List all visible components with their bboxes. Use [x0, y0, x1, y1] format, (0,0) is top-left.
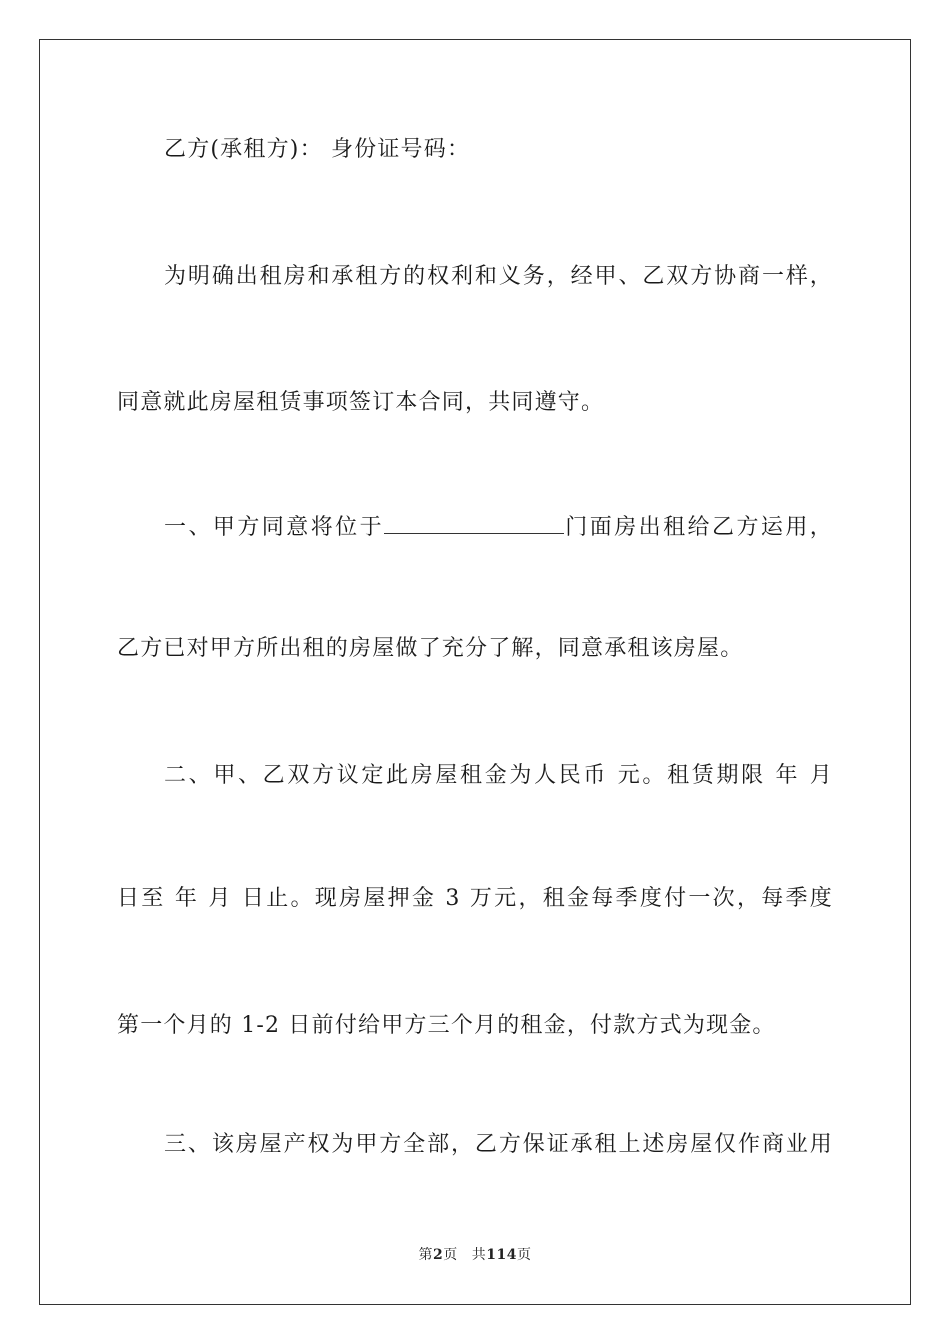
page-border — [39, 39, 911, 1305]
total-page-number: 114 — [486, 1247, 517, 1263]
clause-one-prefix: 一、甲方同意将位于 — [164, 515, 385, 540]
clause-two-line-1: 二、甲、乙双方议定此房屋租金为人民币 元。租赁期限 年 月 — [164, 763, 833, 788]
paragraph-intro-line-2: 同意就此房屋租赁事项签订本合同，共同遵守。 — [117, 390, 605, 415]
clause-two-line-3: 第一个月的 1-2 日前付给甲方三个月的租金，付款方式为现金。 — [117, 1013, 776, 1038]
party-b-line: 乙方(承租方)： 身份证号码： — [164, 137, 471, 162]
clause-two-line-2: 日至 年 月 日止。现房屋押金 3 万元，租金每季度付一次，每季度 — [117, 886, 833, 911]
clause-one-line-1 — [164, 511, 833, 543]
total-prefix: 共 — [471, 1247, 487, 1263]
clause-three-line-1: 三、该房屋产权为甲方全部，乙方保证承租上述房屋仅作商业用 — [164, 1132, 833, 1157]
page-footer — [0, 1244, 950, 1264]
total-unit: 页 — [516, 1247, 532, 1263]
clause-one-suffix: 门面房出租给乙方运用， — [564, 515, 833, 540]
location-blank — [384, 511, 564, 534]
paragraph-intro-line-1: 为明确出租房和承租方的权利和义务，经甲、乙双方协商一样， — [164, 264, 833, 289]
current-page-number: 2 — [433, 1247, 444, 1263]
page-prefix: 第 — [418, 1247, 433, 1263]
page-unit: 页 — [443, 1247, 458, 1263]
clause-one-line-2: 乙方已对甲方所出租的房屋做了充分了解，同意承租该房屋。 — [117, 636, 744, 661]
